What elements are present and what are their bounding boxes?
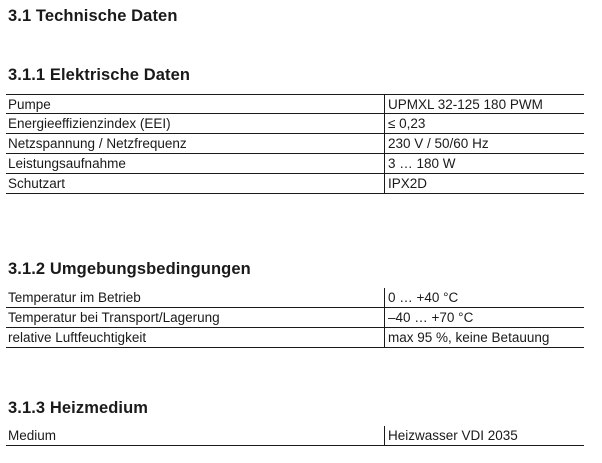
- row-label: Temperatur im Betrieb: [8, 290, 141, 305]
- row-label: relative Luftfeuchtigkeit: [8, 330, 147, 345]
- heating-medium-heading: 3.1.3 Heizmedium: [8, 399, 149, 417]
- electrical-data-heading: 3.1.1 Elektrische Daten: [8, 66, 191, 84]
- environment-table: [6, 288, 584, 348]
- row-value: 230 V / 50/60 Hz: [384, 134, 584, 153]
- electrical-data-table: [6, 94, 584, 194]
- row-label: Schutzart: [8, 176, 66, 191]
- row-value: Heizwasser VDI 2035: [384, 426, 584, 445]
- table-row: [6, 94, 584, 114]
- table-row: [6, 308, 584, 328]
- row-value: max 95 %, keine Betauung: [384, 328, 584, 347]
- row-value: 0 … +40 °C: [384, 288, 584, 307]
- table-row: [6, 114, 584, 134]
- row-label: Temperatur bei Transport/Lagerung: [8, 310, 220, 325]
- table-row: [6, 154, 584, 174]
- row-value: IPX2D: [384, 174, 584, 193]
- row-label: Pumpe: [8, 97, 51, 112]
- row-label: Leistungsaufnahme: [8, 156, 126, 171]
- table-row: [6, 134, 584, 154]
- row-value: ≤ 0,23: [384, 114, 584, 133]
- row-label: Energieeffizienzindex (EEI): [8, 116, 171, 131]
- row-label: Medium: [8, 428, 57, 443]
- row-value: UPMXL 32-125 180 PWM: [384, 95, 584, 113]
- table-row: [6, 288, 584, 308]
- table-row: [6, 174, 584, 194]
- row-value: 3 … 180 W: [384, 154, 584, 173]
- environment-heading: 3.1.2 Umgebungsbedingungen: [8, 260, 251, 278]
- table-row: [6, 426, 584, 446]
- heating-medium-table: [6, 426, 584, 446]
- row-value: –40 … +70 °C: [384, 308, 584, 327]
- section-title: 3.1 Technische Daten: [8, 7, 178, 25]
- table-row: [6, 328, 584, 348]
- row-label: Netzspannung / Netzfrequenz: [8, 136, 187, 151]
